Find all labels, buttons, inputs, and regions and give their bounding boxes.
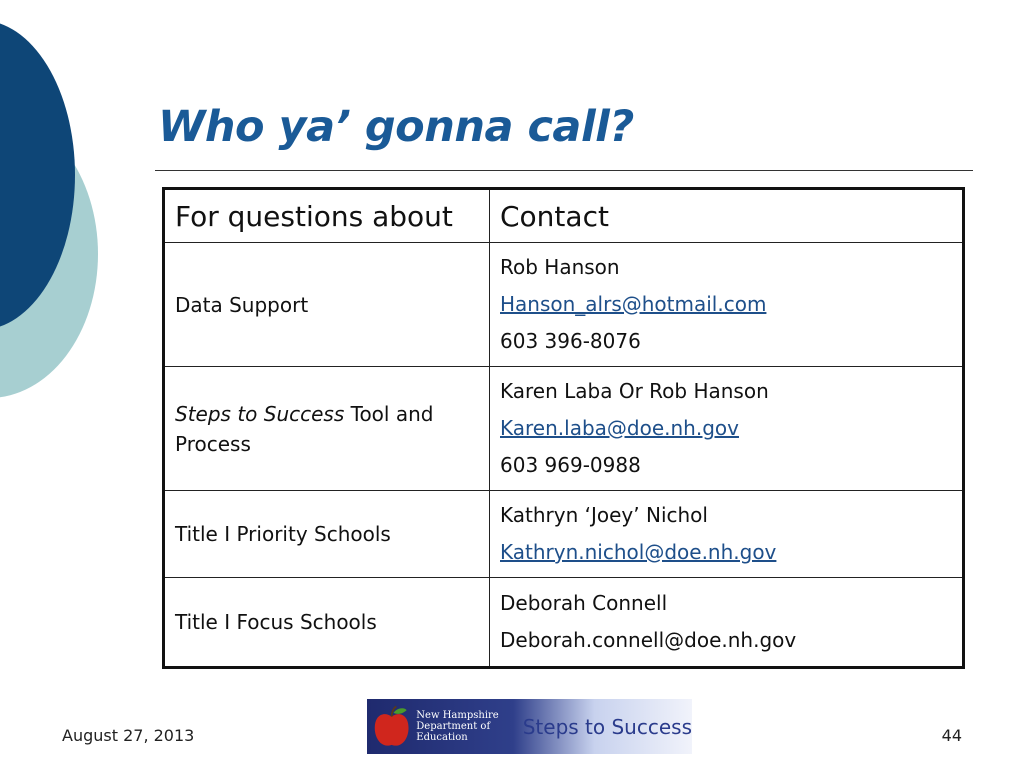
contact-table	[162, 187, 965, 669]
column-header-topic: For questions about	[164, 189, 490, 243]
column-header-contact: Contact	[490, 189, 964, 243]
topic-cell: Data Support	[164, 243, 490, 367]
table-row	[164, 243, 964, 367]
topic-text: Tool and Process	[175, 401, 434, 456]
logo-program-name: Steps to Success	[522, 714, 692, 739]
contact-name: Rob Hanson	[500, 255, 620, 279]
email-link[interactable]: Hanson_alrs@hotmail.com	[500, 292, 767, 316]
email-link[interactable]: Karen.laba@doe.nh.gov	[500, 416, 739, 440]
phone-number: 603 969-0988	[500, 453, 641, 477]
contact-cell	[490, 243, 964, 367]
email-link[interactable]: Kathryn.nichol@doe.nh.gov	[500, 540, 777, 564]
nh-doe-logo	[367, 699, 692, 754]
topic-italic-text: Steps to Success	[175, 401, 345, 426]
contact-cell	[490, 578, 964, 668]
title-divider	[155, 170, 973, 171]
footer-date: August 27, 2013	[62, 726, 195, 745]
topic-cell: Title I Priority Schools	[164, 491, 490, 578]
logo-org-line: Education	[416, 732, 468, 743]
topic-cell	[164, 367, 490, 491]
table-row	[164, 491, 964, 578]
phone-number: 603 396-8076	[500, 329, 641, 353]
table-header-row	[164, 189, 964, 243]
contact-name: Karen Laba Or Rob Hanson	[500, 379, 769, 403]
email-text: Deborah.connell@doe.nh.gov	[500, 628, 797, 652]
table-row	[164, 578, 964, 668]
topic-cell: Title I Focus Schools	[164, 578, 490, 668]
logo-org-line: New Hampshire	[416, 710, 499, 721]
contact-name: Kathryn ‘Joey’ Nichol	[500, 503, 708, 527]
apple-icon	[371, 702, 412, 752]
slide-title: Who ya’ gonna call?	[158, 102, 634, 152]
contact-cell	[490, 491, 964, 578]
logo-org-name	[416, 710, 500, 743]
contact-name: Deborah Connell	[500, 591, 668, 615]
contact-cell	[490, 367, 964, 491]
page-number: 44	[941, 726, 962, 745]
logo-org-line: Department of	[416, 721, 491, 732]
table-row	[164, 367, 964, 491]
